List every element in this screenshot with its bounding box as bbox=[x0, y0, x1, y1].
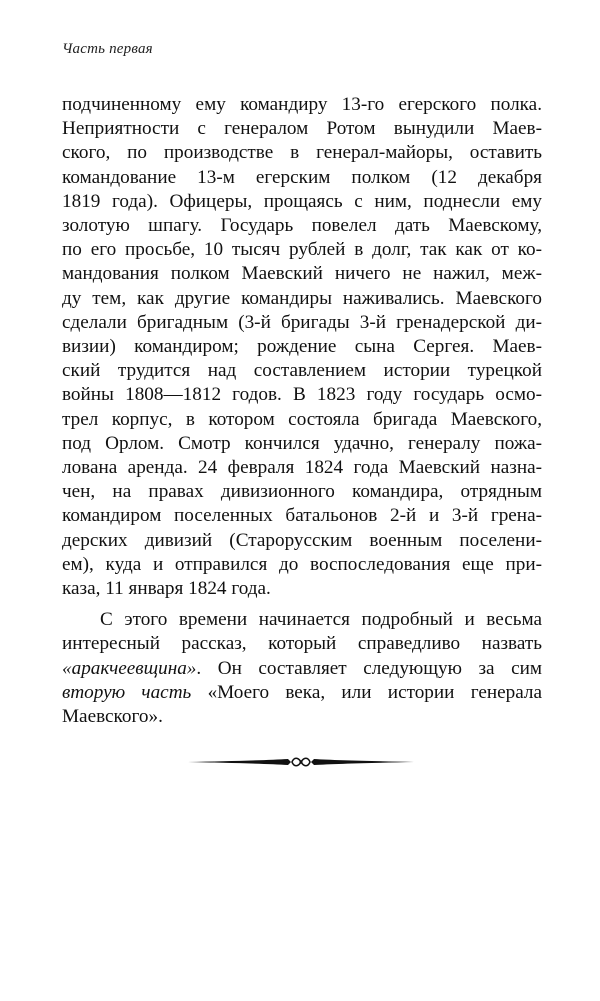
text-line: ский трудится над составлением истории турецкой bbox=[62, 360, 542, 382]
text-line: ем), куда и отправился до воспоследования еще при- bbox=[62, 553, 542, 575]
body-text bbox=[62, 93, 542, 729]
text-line: Неприятности с генералом Ротом вынудили Маев- bbox=[62, 118, 542, 140]
italic-term: вторую часть bbox=[62, 681, 192, 703]
paragraph-1 bbox=[62, 93, 542, 601]
text-line: трел корпус, в котором состояла бригада Маевского, bbox=[62, 408, 542, 430]
text-line: Маевского». bbox=[62, 706, 163, 728]
text-line bbox=[62, 657, 542, 681]
text-run: . Он составляет следующую за сим bbox=[196, 657, 542, 679]
text-line: золотую шпагу. Государь повелел дать Маевскому, bbox=[62, 215, 542, 237]
text-line: командование 13-м егерским полком (12 декабря bbox=[62, 166, 542, 188]
text-run: «Моего века, или истории генерала bbox=[191, 681, 542, 703]
text-line: сделали бригадным (3-й бригады 3-й гренадерской ди- bbox=[62, 311, 542, 333]
text-line: войны 1808—1812 годов. В 1823 году государь осмо- bbox=[62, 384, 542, 406]
text-line: дерских дивизий (Старорусским военным поселени- bbox=[62, 529, 542, 551]
running-head: Часть первая bbox=[62, 41, 153, 57]
text-line: интересный рассказ, который справедливо назвать bbox=[62, 633, 542, 655]
text-line: лована аренда. 24 февраля 1824 года Маевский назна- bbox=[62, 457, 542, 479]
text-line: мандования полком Маевский ничего не нажил, меж- bbox=[62, 263, 542, 285]
text-line: визии) командиром; рождение сына Сергея. Маев- bbox=[62, 336, 542, 358]
text-line: командиром поселенных батальонов 2-й и 3-й грена- bbox=[62, 505, 542, 527]
text-line: чен, на правах дивизионного командира, отрядным bbox=[62, 481, 542, 503]
paragraph-2 bbox=[62, 608, 542, 729]
text-line: ду тем, как другие командиры наживались. Маевского bbox=[62, 287, 542, 309]
italic-term: «аракчеевщина» bbox=[62, 657, 197, 679]
text-line: подчиненному ему командиру 13-го егерского полка. bbox=[62, 94, 542, 115]
ornament-divider bbox=[188, 754, 414, 770]
text-line: С этого времени начинается подробный и весьма bbox=[100, 609, 542, 631]
text-line: под Орлом. Смотр кончился удачно, генералу пожа- bbox=[62, 432, 542, 454]
text-line bbox=[62, 681, 542, 705]
text-line: ского, по производстве в генерал-майоры, оставить bbox=[62, 142, 542, 164]
text-line: по его просьбе, 10 тысяч рублей в долг, так как от ко- bbox=[62, 239, 542, 261]
text-line: 1819 года). Офицеры, прощаясь с ним, поднесли ему bbox=[62, 190, 542, 212]
text-line: каза, 11 января 1824 года. bbox=[62, 578, 271, 600]
